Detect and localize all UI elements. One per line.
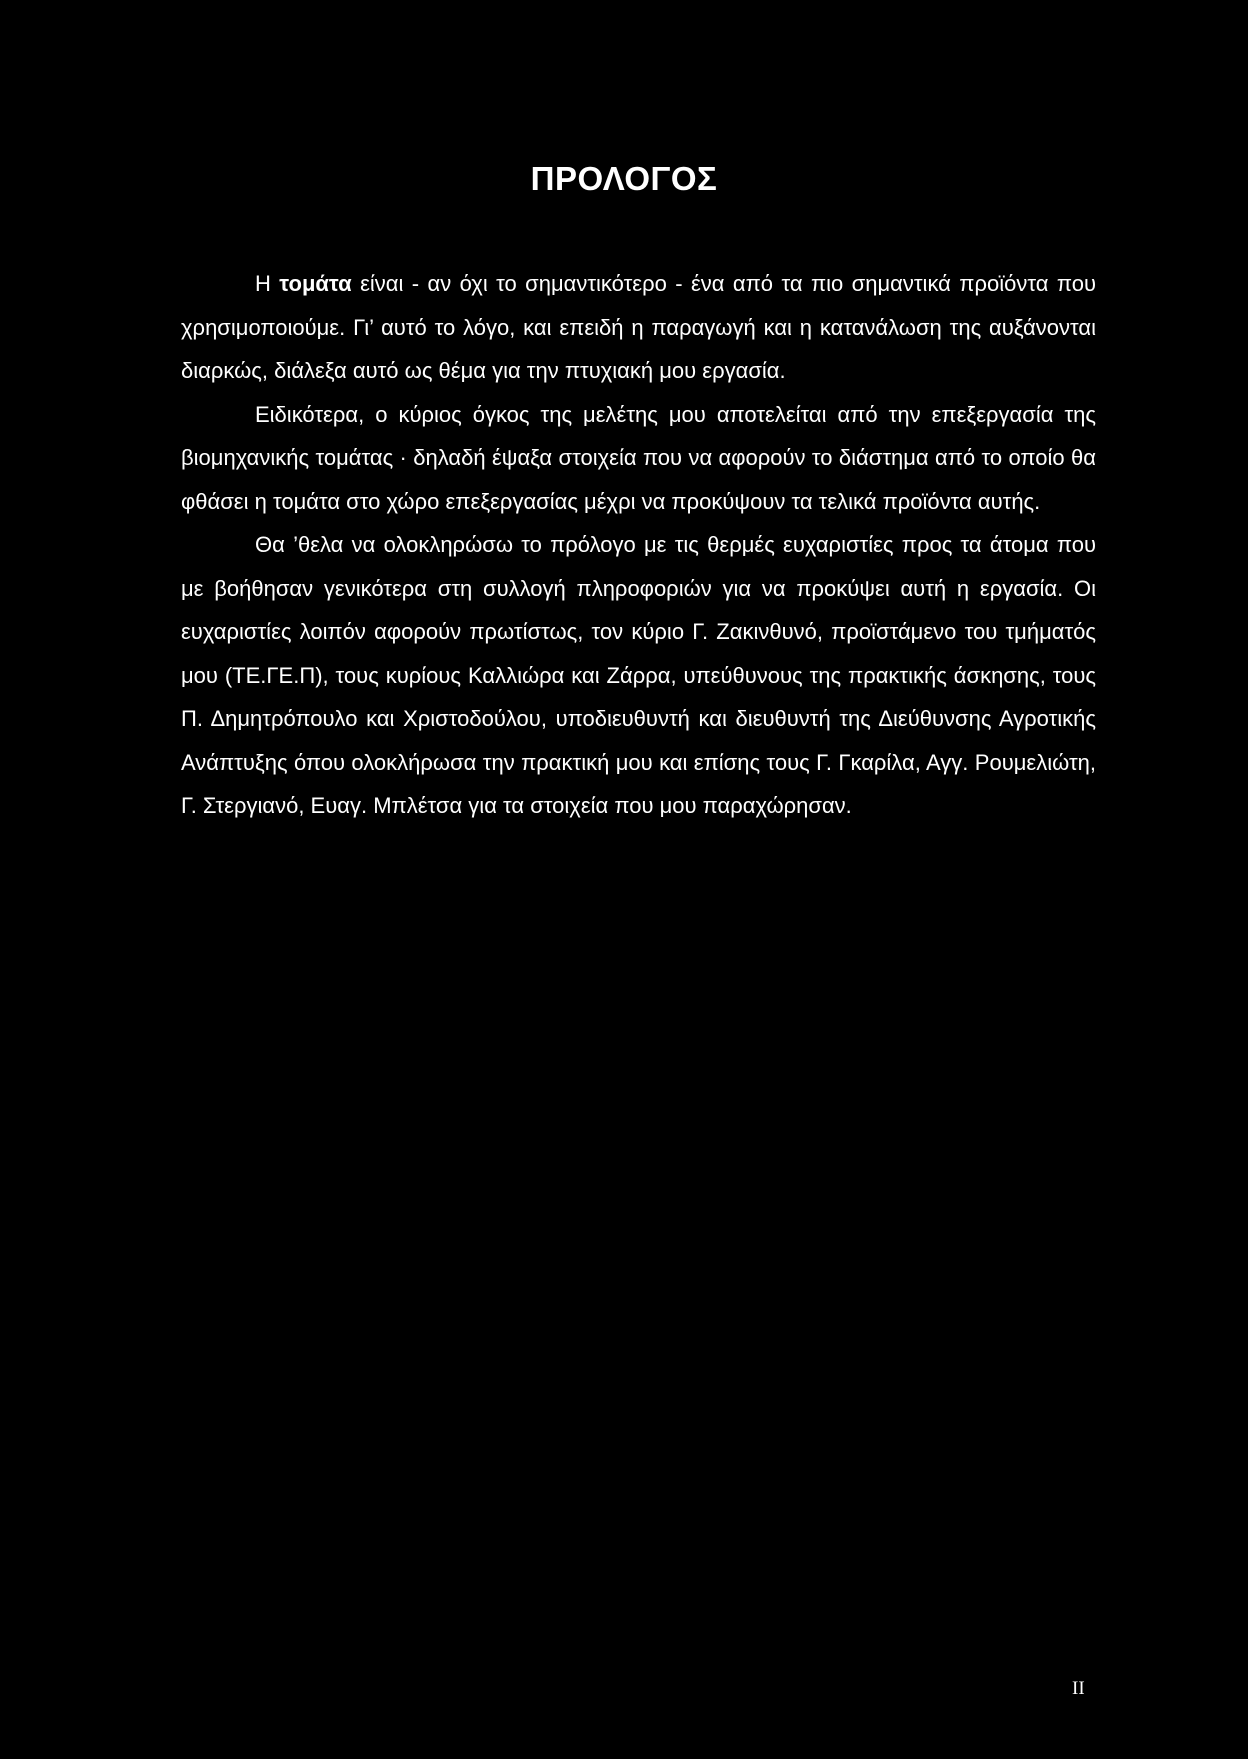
- paragraph-intro-rest: είναι - αν όχι το σημαντικότερο - ένα από τα πιο σημαντικά προϊόντα που χρησιμοποιούμε. Γι’ αυτό το λόγο, και επειδή η παραγωγή και η κατανάλωση της αυξάνονται διαρκώς, διάλεξα αυτό ως θέμα για την πτυχιακή μου εργασία.: [181, 271, 1096, 383]
- paragraph-intro: [181, 262, 1096, 393]
- paragraph-scope: Ειδικότερα, ο κύριος όγκος της μελέτης μου αποτελείται από την επεξεργασία της βιομηχανικής τομάτας · δηλαδή έψαξα στοιχεία που να αφορούν το διάστημα από το οποίο θα φθάσει η τομάτα στο χώρο επεξεργασίας μέχρι να προκύψουν τα τελικά προϊόντα αυτής.: [181, 401, 1096, 514]
- paragraph-acknowledgements: Θα ’θελα να ολοκληρώσω το πρόλογο με τις θερμές ευχαριστίες προς τα άτομα που με βοήθησαν γενικότερα στη συλλογή πληροφοριών για να προκύψει αυτή η εργασία. Οι ευχαριστίες λοιπόν αφορούν πρωτίστως, τον κύριο Γ. Ζακινθυνό, προϊστάμενο του τμήματός μου (ΤΕ.ΓΕ.Π), τους κυρίους Καλλιώρα και Ζάρρα, υπεύθυνους της πρακτικής άσκησης, τους Π. Δημητρόπουλο και Χριστοδούλου, υποδιευθυντή και διευθυντή της Διεύθυνσης Αγροτικής Ανάπτυξης όπου ολοκλήρωσα την πρακτική μου και επίσης τους Γ. Γκαρίλα, Αγγ. Ρουμελιώτη, Γ. Στεργιανό, Ευαγ. Μπλέτσα για τα στοιχεία που μου παραχώρησαν.: [181, 532, 1096, 818]
- page-number: II: [1072, 1678, 1085, 1699]
- emphasis-tomato: τομάτα: [279, 271, 352, 296]
- page-title: ΠΡΟΛΟΓΟΣ: [530, 160, 718, 197]
- preface-body: [181, 262, 1096, 828]
- paragraph-intro-lead: Η: [255, 271, 280, 296]
